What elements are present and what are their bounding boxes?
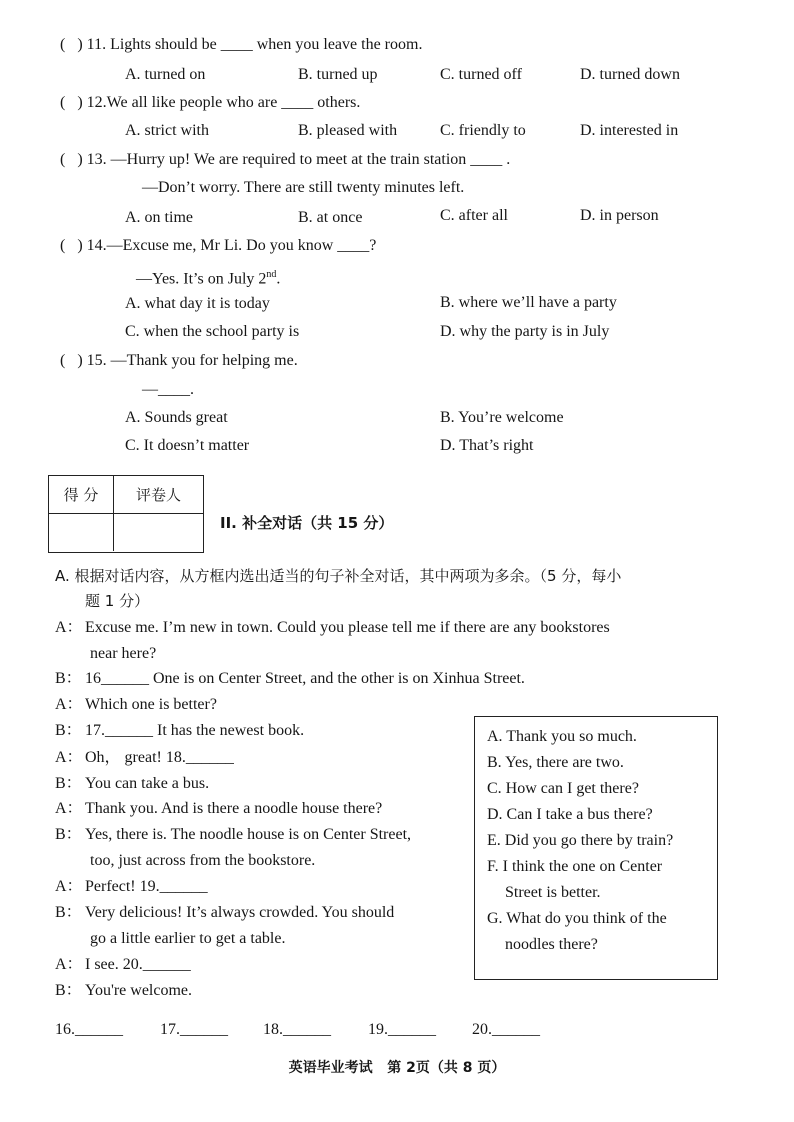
question-14-line2: [136, 265, 280, 289]
dialogue-speaker: A：: [55, 749, 83, 766]
q12-option-b: B. pleased with: [298, 122, 398, 139]
q12-option-a: A. strict with: [125, 122, 209, 139]
question-15-line2: —____.: [142, 381, 194, 398]
score-table: [48, 475, 204, 553]
q13-option-a: A. on time: [125, 209, 193, 226]
dialogue-speaker: B：: [55, 722, 82, 739]
dialogue-speaker: A：: [55, 800, 83, 817]
dialogue-line-cont: near here?: [90, 645, 157, 662]
grader-header: 评卷人: [114, 476, 203, 514]
dialogue-speaker: B：: [55, 775, 82, 792]
dialogue-speaker: A：: [55, 878, 83, 895]
q13-option-c: C. after all: [440, 207, 508, 224]
dialogue-line: 16______ One is on Center Street, and the other is on Xinhua Street.: [85, 670, 525, 687]
choice-e: E. Did you go there by train?: [487, 832, 674, 849]
q14-option-c: C. when the school party is: [125, 323, 300, 340]
dialogue-line: Which one is better?: [85, 696, 217, 713]
dialogue-line: Thank you. And is there a noodle house there?: [85, 800, 383, 817]
q15-option-c: C. It doesn’t matter: [125, 437, 250, 454]
page-footer: 英语毕业考试 第 2页（共 8 页）: [288, 1060, 506, 1076]
dialogue-speaker: A：: [55, 619, 83, 636]
section-2-instruction: A. 根据对话内容，从方框内选出适当的句子补全对话，其中两项为多余。（5 分，每小: [55, 567, 622, 585]
dialogue-line-cont: go a little earlier to get a table.: [90, 930, 286, 947]
dialogue-speaker: B：: [55, 670, 82, 687]
question-13-stem: ( ) 13. —Hurry up! We are required to meet at the train station ____ .: [60, 151, 511, 168]
dialogue-line: Yes, there is. The noodle house is on Center Street,: [85, 826, 412, 843]
dialogue-speaker: B：: [55, 826, 82, 843]
q14-line2-sup: nd: [266, 269, 277, 280]
dialogue-speaker: B：: [55, 904, 82, 921]
section-2-instruction-cont: 题 1 分）: [85, 592, 150, 610]
dialogue-line: Excuse me. I’m new in town. Could you please tell me if there are any bookstores: [85, 619, 610, 636]
choice-c: C. How can I get there?: [487, 780, 639, 797]
dialogue-speaker: A：: [55, 956, 83, 973]
answer-blank-19[interactable]: 19.______: [368, 1021, 436, 1038]
q11-option-b: B. turned up: [298, 66, 378, 83]
q13-option-b: B. at once: [298, 209, 363, 226]
question-12-stem: ( ) 12.We all like people who are ____ others.: [60, 94, 361, 111]
q14-line2-end: .: [276, 270, 281, 288]
dialogue-speaker: A：: [55, 696, 83, 713]
answer-blank-18[interactable]: 18.______: [263, 1021, 331, 1038]
choice-g: G. What do you think of the: [487, 910, 667, 927]
q14-option-a: A. what day it is today: [125, 295, 270, 312]
question-15-stem: ( ) 15. —Thank you for helping me.: [60, 352, 298, 369]
dialogue-line: I see. 20.______: [85, 956, 191, 973]
choice-g-cont: noodles there?: [505, 936, 598, 953]
q12-option-d: D. interested in: [580, 122, 679, 139]
q11-option-c: C. turned off: [440, 66, 522, 83]
section-2-title: II. 补全对话（共 15 分）: [220, 514, 394, 532]
dialogue-line-cont: too, just across from the bookstore.: [90, 852, 316, 869]
question-13-line2: —Don’t worry. There are still twenty minutes left.: [142, 179, 465, 196]
dialogue-line: You can take a bus.: [85, 775, 210, 792]
q15-option-d: D. That’s right: [440, 437, 534, 454]
q15-option-b: B. You’re welcome: [440, 409, 564, 426]
dialogue-line: You're welcome.: [85, 982, 193, 999]
grader-cell: [114, 514, 203, 551]
dialogue-speaker: B：: [55, 982, 82, 999]
q11-option-a: A. turned on: [125, 66, 206, 83]
dialogue-line: Perfect! 19.______: [85, 878, 208, 895]
choice-b: B. Yes, there are two.: [487, 754, 624, 771]
q11-option-d: D. turned down: [580, 66, 680, 83]
q13-option-d: D. in person: [580, 207, 659, 224]
answer-blank-20[interactable]: 20.______: [472, 1021, 540, 1038]
answer-blank-17[interactable]: 17.______: [160, 1021, 228, 1038]
q14-option-b: B. where we’ll have a party: [440, 294, 617, 311]
question-14-stem: ( ) 14.—Excuse me, Mr Li. Do you know ____?: [60, 237, 377, 254]
choice-a: A. Thank you so much.: [487, 728, 637, 745]
question-11-stem: ( ) 11. Lights should be ____ when you leave the room.: [60, 36, 423, 53]
choice-d: D. Can I take a bus there?: [487, 806, 653, 823]
score-cell: [49, 514, 114, 551]
q15-option-a: A. Sounds great: [125, 409, 228, 426]
dialogue-line: Oh， great! 18.______: [85, 749, 234, 766]
choice-box: [474, 716, 718, 980]
dialogue-line: Very delicious! It’s always crowded. You should: [85, 904, 395, 921]
answer-blank-16[interactable]: 16.______: [55, 1021, 123, 1038]
dialogue-line: 17.______ It has the newest book.: [85, 722, 305, 739]
q14-option-d: D. why the party is in July: [440, 323, 610, 340]
choice-f-cont: Street is better.: [505, 884, 601, 901]
q12-option-c: C. friendly to: [440, 122, 526, 139]
score-header: 得 分: [49, 476, 114, 514]
choice-f: F. I think the one on Center: [487, 858, 663, 875]
q14-line2-main: —Yes. It’s on July 2: [136, 270, 267, 288]
